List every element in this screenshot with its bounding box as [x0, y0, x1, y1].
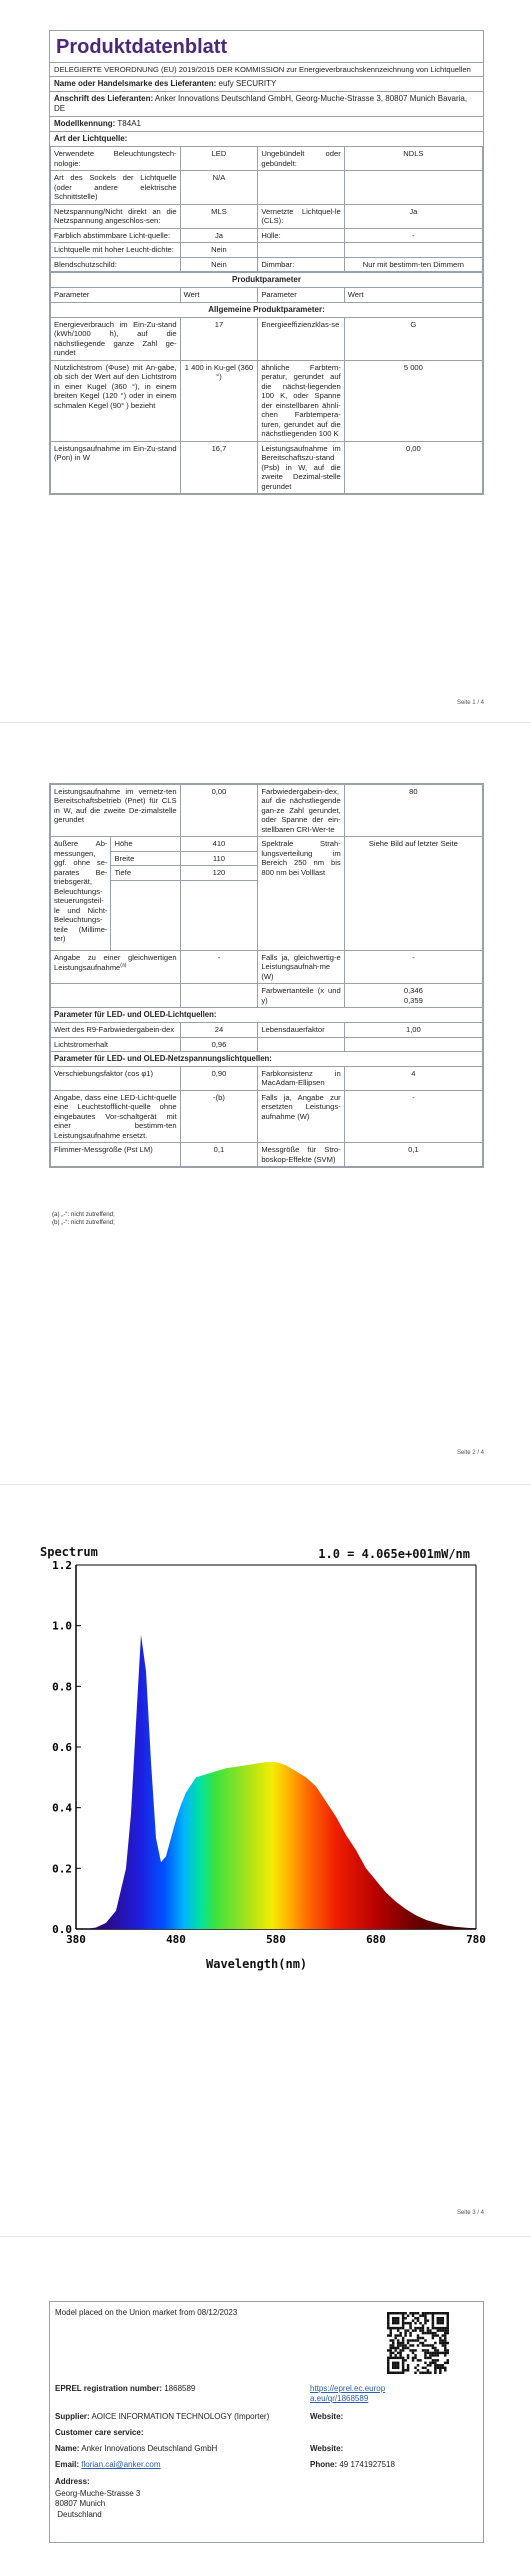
light-source-row: [51, 228, 483, 242]
param-label: Dimmbar:: [258, 257, 344, 271]
param-value: NDLS: [344, 147, 482, 171]
light-source-row: [51, 204, 483, 228]
dimension-name: Breite: [111, 851, 180, 865]
param-value: 24: [180, 1023, 258, 1037]
page-1: [0, 0, 531, 720]
col-value-header: Wert: [180, 288, 258, 302]
param-label: Vernetzte Lichtquel-le (CLS):: [258, 204, 344, 228]
param-label: Energieverbrauch im Ein-Zu-stand (kWh/1000 h), auf die nächstliegende ganze Zahl ge-rundet: [51, 317, 181, 360]
param-value: LED: [180, 147, 258, 171]
page-number: Seite 1 / 4: [456, 700, 484, 706]
param-label: Leistungsaufnahme im vernetz-ten Bereitschaftsbetrieb (Pnet) für CLS in W, auf die zweite De-zimalstelle gerundet: [51, 785, 181, 837]
param-value: Nur mit bestimm-ten Dimmern: [344, 257, 482, 271]
y-tick-label: 1.0: [52, 1619, 72, 1633]
param-label: Art des Sockels der Lichtquelle (oder andere elektrische Schnittstelle): [51, 171, 181, 204]
page-title: Produktdatenblatt: [50, 31, 483, 63]
param-label: [258, 171, 344, 204]
chart-title: Spectrum: [40, 1545, 98, 1559]
param-value: 0,1: [180, 1143, 258, 1167]
footnote-b: (b) „-“: nicht zutreffend;: [52, 1218, 115, 1226]
param-label: Lichtquelle mit hoher Leucht-dichte:: [51, 243, 181, 257]
dimension-name: Tiefe: [111, 866, 180, 880]
supplier-row: [55, 2412, 269, 2422]
x-tick-label: 480: [166, 1933, 186, 1946]
address-line: Georg-Muche-Strasse 3: [55, 2489, 141, 2498]
param-label: Netzspannung/Nicht direkt an die Netzspannung angeschlos-sen:: [51, 204, 181, 228]
param-label: [258, 243, 344, 257]
chromaticity-x: 0,346: [403, 986, 423, 996]
spectral-distribution-value: Siehe Bild auf letzter Seite: [344, 837, 482, 950]
param-label: Angabe, dass eine LED-Licht-quelle eine Leuchtstofflicht-quelle ohne eingebautes Vor-schaltgerät mit einer bestimm-ten Leistungsaufnahme ersetzt.: [51, 1090, 181, 1142]
y-tick-label: 0.6: [52, 1741, 72, 1754]
page2-table: [50, 784, 483, 1167]
chromaticity-y: 0,359: [403, 995, 423, 1005]
supplier-address-label: Anschrift des Lieferanten:: [54, 94, 154, 104]
mains-param-row: [51, 1066, 483, 1090]
param-label: Verwendete Beleuchtungstech-nologie:: [51, 147, 181, 171]
param-label: Leistungsaufnahme im Ein-Zu-stand (Pon) in W: [51, 441, 181, 493]
param-label: ähnliche Farbtem-peratur, gerundet auf die nächst-liegenden 100 K, oder Spanne der einstellbaren ähnli-chen Farbtempera-turen, gerundet auf die nächstliegenden 100 K: [258, 360, 344, 441]
placed-on-market: Model placed on the Union market from 08/12/2023: [55, 2308, 238, 2317]
address-label: Address:: [55, 2477, 90, 2486]
chart-annotation: 1.0 = 4.065e+001mW/nm: [318, 1547, 470, 1561]
eprel-link[interactable]: https://eprel.ec.europa.eu/qr/1868589: [310, 2384, 386, 2403]
eprel-row: [55, 2384, 195, 2394]
y-tick-label: 0.0: [52, 1923, 72, 1936]
param-value: Nein: [180, 257, 258, 271]
x-tick-label: 380: [66, 1933, 86, 1946]
param-label: Lichtstromerhalt: [51, 1037, 181, 1051]
param-value: -(b): [180, 1090, 258, 1142]
param-value: N/A: [180, 171, 258, 204]
param-value: Ja: [180, 228, 258, 242]
dimension-value: 120: [180, 866, 258, 880]
y-tick-label: 0.8: [52, 1680, 72, 1694]
param-label: Hülle:: [258, 228, 344, 242]
param-value: 0,90: [180, 1066, 258, 1090]
light-source-table: [50, 146, 483, 272]
param-value: G: [344, 317, 482, 360]
name-label: Name:: [55, 2444, 80, 2453]
light-source-row: [51, 257, 483, 271]
param-label: Energieeffizienzklas-se: [258, 317, 344, 360]
dimension-value: 110: [180, 851, 258, 865]
param-value: -: [344, 1090, 482, 1142]
email-row: [55, 2460, 161, 2470]
param-value: 4: [344, 1066, 482, 1090]
model-label: Modellkennung:: [54, 119, 116, 129]
supplier-label: Supplier:: [55, 2412, 90, 2421]
phone-label: Phone:: [310, 2460, 338, 2469]
spectrum-svg: [40, 1545, 500, 1985]
dimensions-label: äußere Ab-messungen, ggf. ohne se-parates Be-triebsgerät, Beleuchtungs-steuerungsteil-le und Nicht-Beleuchtungs-teile (Millime-ter): [51, 837, 111, 950]
light-source-type-label: Art der Lichtquelle:: [54, 134, 128, 144]
param-value: MLS: [180, 204, 258, 228]
light-source-row: [51, 243, 483, 257]
x-tick-label: 780: [466, 1933, 486, 1946]
footnote-a: (a) „-“: nicht zutreffend;: [52, 1211, 115, 1218]
email-label: Email:: [55, 2460, 80, 2469]
param-label: Lebensdauerfaktor: [258, 1023, 344, 1037]
general-param-row: [51, 360, 483, 441]
equiv-power-value: -: [180, 950, 258, 983]
light-source-row: [51, 171, 483, 204]
supplier-brand-label: Name oder Handelsmarke des Lieferanten:: [54, 79, 217, 89]
qr-code[interactable]: [387, 2312, 449, 2374]
param-value: -: [344, 228, 482, 242]
param-label: Ungebündelt oder gebündelt:: [258, 147, 344, 171]
x-tick-label: 680: [366, 1933, 386, 1946]
page-number: Seite 2 / 4: [456, 1450, 484, 1456]
spectrum-chart: [40, 1545, 500, 1985]
page-4: [0, 2237, 531, 2560]
y-tick-label: 1.2: [52, 1559, 72, 1572]
page-2: [0, 723, 531, 1483]
param-value: 80: [344, 785, 482, 837]
name-row: [55, 2444, 217, 2454]
param-value: 0,96: [180, 1037, 258, 1051]
product-params-table: [50, 272, 483, 494]
param-value: 16,7: [180, 441, 258, 493]
param-value: 5 000: [344, 360, 482, 441]
param-label: Leistungsaufnahme im Bereitschaftszu-stand (Psb) in W, auf die zweite Dezimal-stelle gerundet: [258, 441, 344, 493]
col-param-header: Parameter: [51, 288, 181, 302]
equiv-power-label: Angabe zu einer gleichwertigen Leistungsaufnahme$^{(a)}$: [51, 950, 181, 983]
light-source-row: [51, 147, 483, 171]
param-value: [344, 171, 482, 204]
general-params-title: Allgemeine Produktparameter:: [51, 302, 483, 317]
website-label-2: Website:: [310, 2444, 344, 2453]
param-label: [258, 1037, 344, 1051]
website-label: Website:: [310, 2412, 344, 2421]
model-value: T84A1: [117, 119, 141, 129]
led-param-row: [51, 1023, 483, 1037]
param-value: 0,1: [344, 1143, 482, 1167]
datasheet-frame-1: [49, 30, 484, 495]
x-tick-label: 580: [266, 1933, 286, 1946]
equiv-power-right-value: -: [344, 950, 482, 983]
general-param-row: [51, 441, 483, 493]
supplier-address-value: Anker Innovations Deutschland GmbH, Georg-Muche-Strasse 3, 80807 Munich Bavaria, DE: [54, 94, 468, 114]
param-label: Nutzlichtstrom (Φuse) mit An-gabe, ob sich der Wert auf den Lichtstrom in einer Kugel (360 °), in einem breiten Kegel (120 °) oder in einem schmalen Kegel (90° ) bezieht: [51, 360, 181, 441]
phone-value: 49 1741927518: [339, 2460, 395, 2469]
customer-care-label: Customer care service:: [55, 2428, 144, 2437]
light-source-type-heading: [50, 132, 483, 146]
param-label: Farbkonsistenz in MacAdam-Ellipsen: [258, 1066, 344, 1090]
param-value: [344, 243, 482, 257]
param-value: Nein: [180, 243, 258, 257]
param-label: Farbwiedergabein-dex, auf die nächstliegende gan-ze Zahl gerundet, oder Spanne der ein-stellbaren CRI-Wer-te: [258, 785, 344, 837]
param-value: [344, 1037, 482, 1051]
general-param-row: [51, 317, 483, 360]
led-param-row: [51, 1037, 483, 1051]
led-params-title: Parameter für LED- und OLED-Lichtquellen:: [51, 1008, 483, 1023]
supplier-address-row: [50, 92, 483, 117]
col-value-header: Wert: [344, 288, 482, 302]
spectral-distribution-label: Spektrale Strah-lungsverteilung im Bereich 250 nm bis 800 nm bei Volllast: [258, 837, 344, 950]
param-value: 1 400 in Ku-gel (360 °): [180, 360, 258, 441]
supplier-brand-row: [50, 77, 483, 92]
dimension-name: Höhe: [111, 837, 180, 851]
qr-code-icon: [387, 2312, 449, 2374]
address-line: Deutschland: [55, 2509, 102, 2519]
registration-frame: [49, 2301, 484, 2543]
param-value: 0,00: [180, 785, 258, 837]
param-label: Wert des R9-Farbwiedergabein-dex: [51, 1023, 181, 1037]
mains-param-row: [51, 1143, 483, 1167]
param-value: 17: [180, 317, 258, 360]
param-row: [51, 785, 483, 837]
equiv-power-right-label: Falls ja, gleichwertig-e Leistungsaufnah-me (W): [258, 950, 344, 983]
chromaticity-label: Farbwertanteile (x und y): [258, 984, 344, 1008]
dimension-row: [51, 837, 483, 851]
y-tick-label: 0.4: [52, 1801, 72, 1815]
product-params-title: Produktparameter: [51, 273, 483, 288]
eprel-value: 1868589: [164, 2384, 196, 2393]
param-label: Flimmer-Messgröße (Pst LM): [51, 1143, 181, 1167]
footnotes: [52, 1211, 115, 1227]
x-axis-label: Wavelength(nm): [206, 1957, 308, 1971]
chromaticity-value: [344, 984, 482, 1008]
dimension-value: 410: [180, 837, 258, 851]
regulation-subtitle: DELEGIERTE VERORDNUNG (EU) 2019/2015 DER KOMMISSION zur Energieverbrauchskennzeichnung von Lichtquellen: [50, 63, 483, 77]
mains-param-row: [51, 1090, 483, 1142]
name-value: Anker Innovations Deutschland GmbH: [81, 2444, 218, 2453]
supplier-brand-value: eufy SECURITY: [218, 79, 277, 89]
param-label: Falls ja, Angabe zur ersetzten Leistungs-aufnahme (W): [258, 1090, 344, 1142]
model-row: [50, 117, 483, 132]
param-label: Farblich abstimmbare Licht-quelle:: [51, 228, 181, 242]
param-label: Verschiebungsfaktor (cos φ1): [51, 1066, 181, 1090]
page-number: Seite 3 / 4: [456, 2210, 484, 2216]
phone-row: [310, 2460, 395, 2470]
y-tick-label: 0.2: [52, 1862, 72, 1876]
spectrum-series: [76, 1635, 476, 1929]
param-label: Messgröße für Stro-boskop-Effekte (SVM): [258, 1143, 344, 1167]
col-param-header: Parameter: [258, 288, 344, 302]
email-link[interactable]: florian.cai@anker.com: [81, 2460, 161, 2469]
address-lines: [55, 2489, 140, 2520]
address-line: 80807 Munich: [55, 2499, 106, 2509]
param-value: Ja: [344, 204, 482, 228]
eprel-label: EPREL registration number:: [55, 2384, 162, 2393]
supplier-value: AOICE INFORMATION TECHNOLOGY (Importer): [91, 2412, 270, 2421]
param-value: 0,00: [344, 441, 482, 493]
param-value: 1,00: [344, 1023, 482, 1037]
datasheet-frame-2: [49, 783, 484, 1168]
param-label: Blendschutzschild:: [51, 257, 181, 271]
mains-params-title: Parameter für LED- und OLED-Netzspannungslichtquellen:: [51, 1052, 483, 1067]
